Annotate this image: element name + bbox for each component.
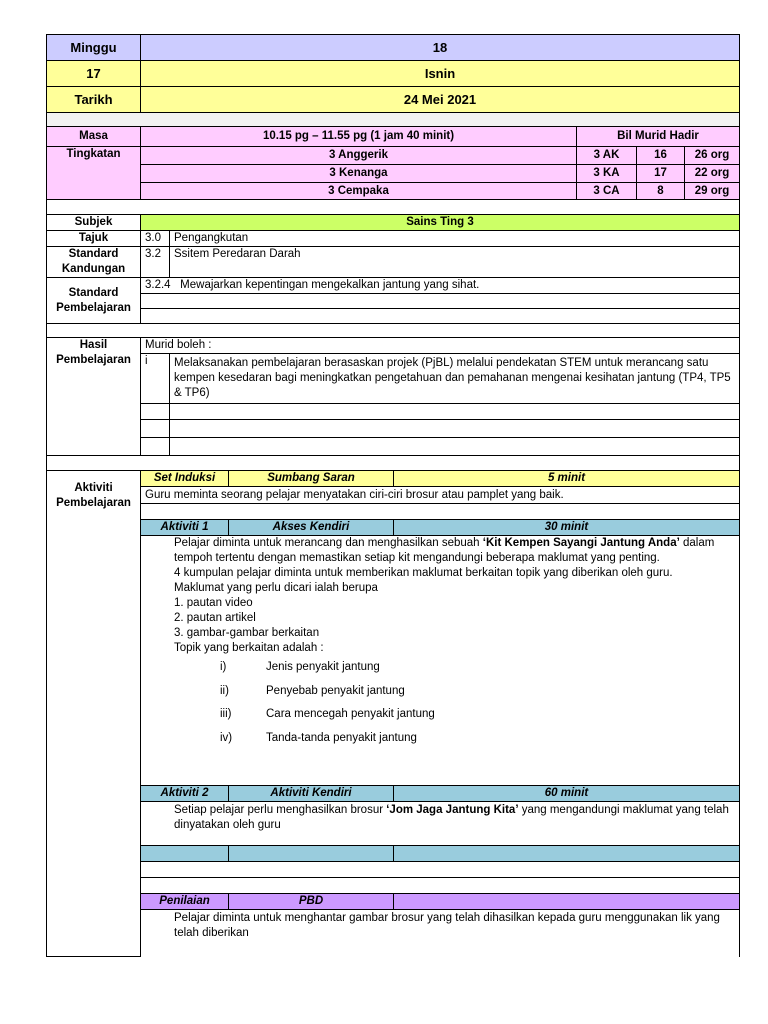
- class-total: 29 org: [685, 183, 740, 200]
- header-table: [46, 34, 740, 127]
- class-name: 3 Kenanga: [141, 165, 577, 183]
- aktiviti2-method: Aktiviti Kendiri: [229, 786, 394, 802]
- masa-value: 10.15 pg – 11.55 pg (1 jam 40 minit): [141, 127, 577, 147]
- tajuk-number: 3.0: [141, 231, 170, 247]
- hasil-item-number: i: [141, 354, 170, 404]
- empty-cell: [394, 894, 740, 910]
- topic-item: ii) Penyebab penyakit jantung: [220, 684, 405, 697]
- class-table: [46, 126, 740, 215]
- class-count: 16: [637, 147, 685, 165]
- day-name: Isnin: [141, 61, 740, 87]
- sk-value: Ssitem Peredaran Darah: [170, 247, 740, 278]
- aktiviti-label: Aktiviti Pembelajaran: [47, 471, 141, 957]
- list-item: 3. gambar-gambar berkaitan: [174, 627, 320, 639]
- sp-number: 3.2.4: [145, 279, 171, 291]
- empty-row: [141, 309, 740, 324]
- empty-cell: [141, 846, 229, 862]
- spacer-row: [47, 200, 740, 215]
- spacer-row: [47, 324, 740, 338]
- standard-kandungan-label: Standard Kandungan: [47, 247, 141, 278]
- class-total: 22 org: [685, 165, 740, 183]
- sk-number: 3.2: [141, 247, 170, 278]
- lesson-plan-sheet: [46, 34, 739, 957]
- aktiviti1-paragraph: Maklumat yang perlu dicari ialah berupa: [174, 582, 378, 594]
- class-total: 26 org: [685, 147, 740, 165]
- class-code: 3 KA: [577, 165, 637, 183]
- subjek-value: Sains Ting 3: [141, 215, 740, 231]
- aktiviti2-title: Aktiviti 2: [141, 786, 229, 802]
- induksi-duration: 5 minit: [394, 471, 740, 487]
- aktiviti1-body: [141, 536, 740, 786]
- class-name: 3 Anggerik: [141, 147, 577, 165]
- topic-item: iv) Tanda-tanda penyakit jantung: [220, 731, 417, 744]
- induksi-title: Set Induksi: [141, 471, 229, 487]
- aktiviti2-body: Setiap pelajar perlu menghasilkan brosur ‘Jom Jaga Jantung Kita’ yang mengandungi maklumat yang telah dinyatakan oleh guru: [141, 802, 740, 846]
- empty-row: [170, 404, 740, 420]
- sp-row: [141, 278, 740, 294]
- tarikh-label: Tarikh: [47, 87, 141, 113]
- topic-item: i) Jenis penyakit jantung: [220, 661, 380, 674]
- subject-table: [46, 214, 740, 338]
- aktiviti1-duration: 30 minit: [394, 520, 740, 536]
- spacer-row: [47, 113, 740, 127]
- tarikh-value: 24 Mei 2021: [141, 87, 740, 113]
- class-code: 3 AK: [577, 147, 637, 165]
- sp-value: Mewajarkan kepentingan mengekalkan jantung yang sihat.: [180, 279, 480, 291]
- bil-murid-label: Bil Murid Hadir: [577, 127, 740, 147]
- hasil-table: [46, 337, 740, 471]
- list-item: 2. pautan artikel: [174, 612, 256, 624]
- empty-row: [141, 878, 740, 894]
- class-count: 17: [637, 165, 685, 183]
- topic-item: iii) Cara mencegah penyakit jantung: [220, 708, 435, 721]
- aktiviti1-paragraph: 4 kumpulan pelajar diminta untuk memberikan maklumat berkaitan topik yang diberikan oleh guru.: [174, 567, 673, 579]
- class-count: 8: [637, 183, 685, 200]
- subjek-label: Subjek: [47, 215, 141, 231]
- penilaian-body: Pelajar diminta untuk menghantar gambar brosur yang telah dihasilkan kepada guru menggunakan lik yang telah diberikan: [141, 910, 740, 957]
- masa-label: Masa: [47, 127, 141, 147]
- empty-row: [141, 294, 740, 309]
- aktiviti2-duration: 60 minit: [394, 786, 740, 802]
- empty-row: [170, 438, 740, 456]
- tajuk-label: Tajuk: [47, 231, 141, 247]
- class-name: 3 Cempaka: [141, 183, 577, 200]
- empty-row: [141, 862, 740, 878]
- tingkatan-label: Tingkatan: [47, 147, 141, 200]
- kit-name: ‘Kit Kempen Sayangi Jantung Anda’: [482, 537, 680, 549]
- induksi-text: Guru meminta seorang pelajar menyatakan ciri-ciri brosur atau pamplet yang baik.: [141, 487, 740, 504]
- list-item: 1. pautan video: [174, 597, 253, 609]
- aktiviti1-title: Aktiviti 1: [141, 520, 229, 536]
- spacer-row: [47, 456, 740, 471]
- penilaian-title: Penilaian: [141, 894, 229, 910]
- standard-pembelajaran-label: Standard Pembelajaran: [47, 278, 141, 324]
- empty-cell: [394, 846, 740, 862]
- hasil-intro: Murid boleh :: [141, 338, 740, 354]
- empty-cell: [229, 846, 394, 862]
- minggu-label: Minggu: [47, 35, 141, 61]
- induksi-method: Sumbang Saran: [229, 471, 394, 487]
- tajuk-value: Pengangkutan: [170, 231, 740, 247]
- spacer-row: [141, 504, 740, 520]
- hasil-label: Hasil Pembelajaran: [47, 338, 141, 456]
- hasil-item-text: Melaksanakan pembelajaran berasaskan projek (PjBL) melalui pendekatan STEM untuk merancang satu kempen kesedaran bagi meningkatkan pengetahuan dan pemahanan mengenai kesihatan jantung (TP4, TP5 & TP6): [170, 354, 740, 404]
- week-number: 17: [47, 61, 141, 87]
- brosur-name: ‘Jom Jaga Jantung Kita’: [386, 804, 519, 816]
- aktiviti-table: [46, 470, 740, 957]
- minggu-value: 18: [141, 35, 740, 61]
- aktiviti1-paragraph: Topik yang berkaitan adalah :: [174, 642, 324, 654]
- class-code: 3 CA: [577, 183, 637, 200]
- aktiviti1-method: Akses Kendiri: [229, 520, 394, 536]
- penilaian-method: PBD: [229, 894, 394, 910]
- empty-row: [170, 420, 740, 438]
- aktiviti1-paragraph: Pelajar diminta untuk merancang dan menghasilkan sebuah ‘Kit Kempen Sayangi Jantung Anda’ dalam tempoh tertentu dengan memastikan setiap kit mengandungi beberapa maklumat yang penting.: [174, 537, 715, 564]
